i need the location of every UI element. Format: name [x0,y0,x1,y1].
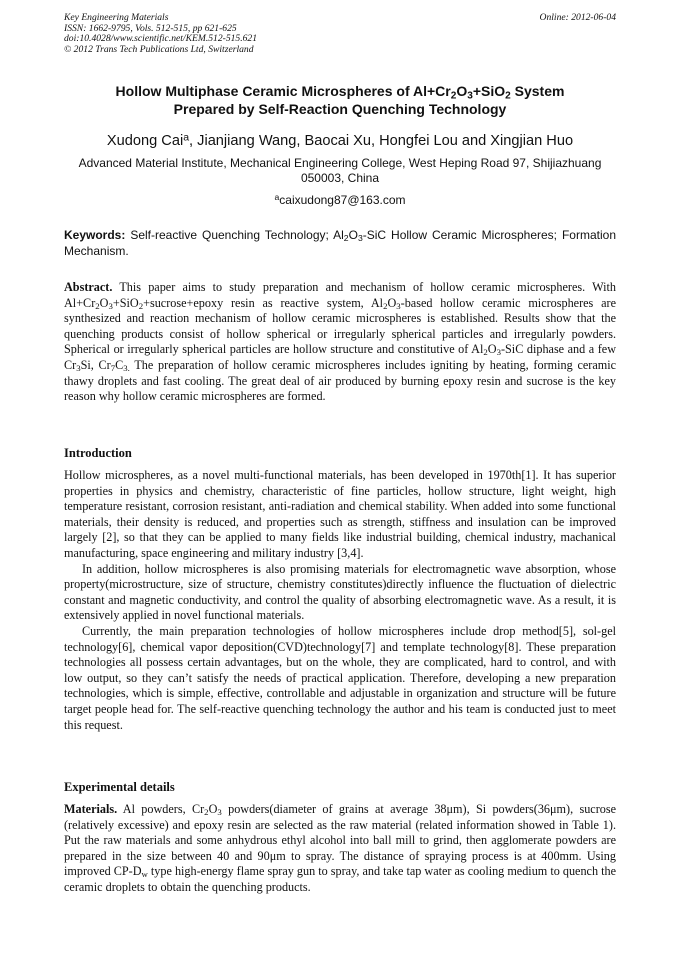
abstract-paragraph: Abstract. This paper aims to study preparation and mechanism of hollow ceramic microspheres. With $Al+Cr_2O_3+SiO_2+sucrose+epoxy$ resin as reactive system, $Al_2O_3$-based hollow ceramic microspheres are synthesized and reaction mechanism of hollow ceramic microspheres is established. Results show that the quenching products consist of hollow spherical or irregularly spherical particles and irregularly powders. Spherical or irregularly spherical particles are hollow structure and constitutive of $Al_2O_3$-SiC diphase and a few $Cr_3Si$, $Cr_7C_{3.}$ The preparation of hollow ceramic microspheres includes igniting by heating, forming ceramic thawy droplets and fast cooling. The great deal of air produced by burning epoxy resin and sucrose is the key reason why hollow ceramic microspheres are formed. [64,280,617,404]
issn-line: ISSN: 1662-9795, Vols. 512-515, pp 621-625 [64,22,237,34]
introduction-body [64,468,616,733]
author-list: Xudong Cai$^a$, Jianjiang Wang, Baocai Xu, Hongfei Lou and Xingjian Huo [106,131,574,149]
online-date: Online: 2012-06-04 [539,12,616,23]
copyright-line: © 2012 Trans Tech Publications Ltd, Switzerland [64,43,254,55]
keywords: Keywords: Self-reactive Quenching Technology; $Al_2O_3$-SiC Hollow Ceramic Microspheres; Formation Mechanism. [64,228,616,258]
title-line-2: Prepared by Self-Reaction Quenching Technology [173,101,507,117]
affiliation: Advanced Material Institute, Mechanical Engineering College, West Heping Road 97, Shijiazhuang 050003, China [78,156,602,185]
introduction-heading: Introduction [64,446,132,460]
intro-paragraph-2: In addition, hollow microspheres is also promising materials for electromagnetic wave absorption, whose property(microstructure, size of structure, chemistry constitutes)directly influence the fluctuation of dielectric constant and magnetic conductivity, and control the quality of absorbing electromagnetic wave. As a result, it is extensively applied in novel functional materials. [64,561,616,623]
journal-name: Key Engineering Materials [64,12,169,23]
author-email[interactable]: $^a$caixudong87@163.com [274,192,406,207]
doi-line[interactable]: doi:10.4028/www.scientific.net/KEM.512-515.621 [64,33,258,45]
materials-label: Materials. [64,802,118,816]
abstract-label: Abstract. [64,280,113,294]
intro-paragraph-3: Currently, the main preparation technologies of hollow microspheres include drop method[5], sol-gel technology[6], chemical vapor deposition(CVD)technology[7] and template technology[8]. These preparation technologies all possess certain advantages, but on the whole, they are complicated, hard to control, and with low output, so they can’t satisfy the needs of practical application. Therefore, developing a new preparation technologies, which is simple, effective, controllable and adjustable in organization and structure will be future target people head for. The self-reactive quenching technology the author and his team is conducted just to meet this request. [64,623,616,732]
experimental-heading: Experimental details [64,780,175,794]
journal-header [64,13,616,55]
intro-paragraph-1: Hollow microspheres, as a novel multi-functional materials, has been developed in 1970th[1]. It has superior properties in physics and chemistry, characteristic of fine particles, hollow structure, light weight, high temperature resistant, corrosion resistant, anti-radiation and chemical stability. When added into some functional materials, their density is reduced, and properties such as strength, stiffness and insulation can be improved largely [2], so that they can be applied to many fields like industrial building, chemical industry, machanical manufacturing, space engineering and military industry [3,4]. [64,468,616,560]
title-line-1: Hollow Multiphase Ceramic Microspheres of $Al+Cr_2O_3+SiO_2$ System [115,83,565,102]
keywords-label: Keywords: [64,228,126,242]
paper-title [64,82,616,118]
materials-paragraph: Materials. Al powders, $Cr_2O_3$ powders(diameter of grains at average 38μm), Si powders(36μm), sucrose (relatively excessive) and epoxy resin are selected as the raw material (related information showed in Table 1). Put the raw materials and some anhydrous ethyl alcohol into ball mill to grind, then agglomerate powders are prepared in the size between 40 and 90μm to spray. The distance of spraying process is at 400mm. Using improved $CP-D_w$ type high-energy flame spray gun to spray, and take tap water as cooling medium to quench the ceramic droplets to obtain the quenching products. [64,802,616,894]
